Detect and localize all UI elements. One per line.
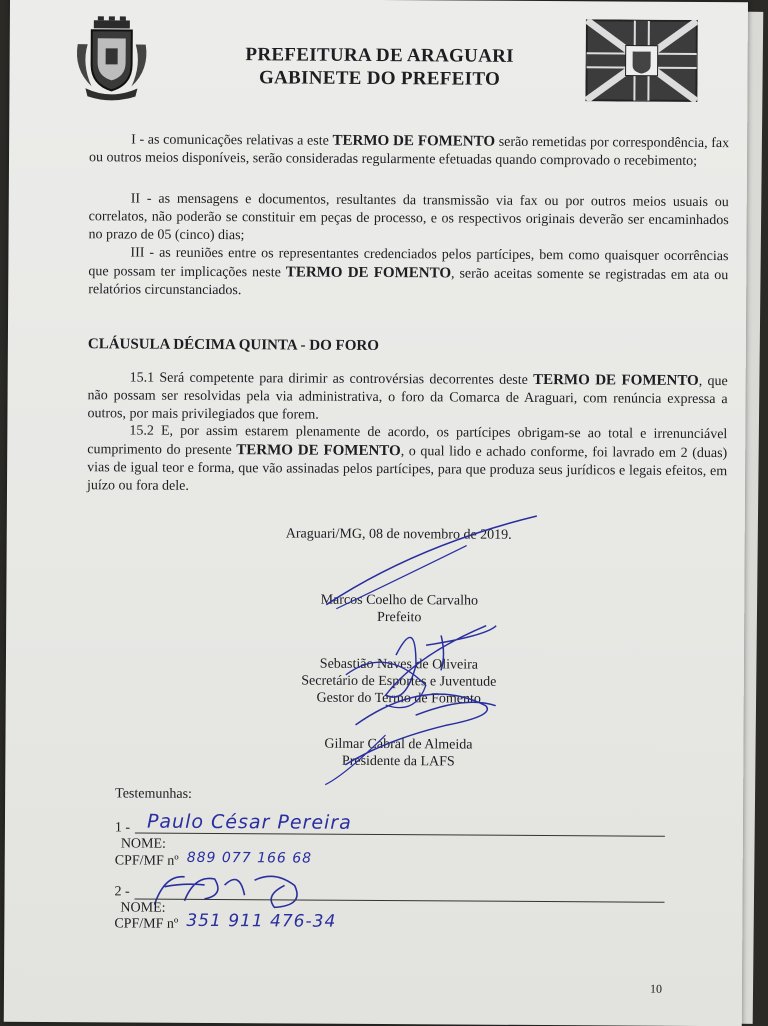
header-title <box>219 43 539 91</box>
p3-term-bold: TERMO DE FOMENTO <box>285 264 452 282</box>
c1-text-a: 15.1 Será competente para dirimir as controvérsias decorrentes deste <box>129 370 534 388</box>
signatory-president-name: Gilmar Cabral de Almeida <box>324 736 473 753</box>
signatory-president-role: Presidente da LAFS <box>341 753 455 770</box>
coat-of-arms-logo <box>71 14 152 102</box>
witness-1-number: 1 - <box>114 820 131 836</box>
witnesses-label: Testemunhas: <box>115 786 192 802</box>
clause-15-2 <box>87 422 727 499</box>
paragraph-meetings <box>88 244 728 303</box>
header-line-2: GABINETE DO PREFEITO <box>258 67 501 90</box>
c2-text-a: 15.2 E, por assim estarem plenamente de acordo, os partícipes obrigam-se ao total e irrenunciável cumprimento do presente <box>87 423 728 459</box>
document-page <box>4 0 748 1026</box>
witness-1-name-label: NOME: <box>120 836 167 852</box>
c1-term-bold: TERMO DE FOMENTO <box>533 371 699 389</box>
witness-2-cpf-label: CPF/MF nº <box>114 916 179 932</box>
p1-term-bold: TERMO DE FOMENTO <box>332 132 496 150</box>
c2-text-b: , o qual lido e achado conforme, foi lavrado em 2 (duas) vias de igual teor e forma, que vão assinadas pelos partícipes, para que produza seus jurídicos e legais efeitos, em juízo ou fora dele. <box>86 444 728 494</box>
signatory-mayor-name: Marcos Coelho de Carvalho <box>320 592 479 609</box>
signatory-mayor <box>219 591 579 627</box>
clause-15-1 <box>87 368 727 427</box>
page-number: 10 <box>649 981 663 996</box>
p3-text-b: , serão aceitas somente se registradas em ata ou relatórios circunstanciados. <box>88 266 729 299</box>
c2-term-bold: TERMO DE FOMENTO <box>236 442 401 460</box>
paragraph-messages <box>89 190 729 248</box>
witness-2-cpf: 351 911 476-34 <box>186 910 337 932</box>
p1-text-b: serão remetidas por correspondência, fax ou outros meios disponíveis, serão consideradas regularmente efetuadas quando comprovado o recebimento; <box>88 134 730 169</box>
witness-2-number: 2 - <box>114 884 130 900</box>
witness-1-cpf-label: CPF/MF nº <box>114 853 179 869</box>
witness-1-line <box>135 833 665 837</box>
signatory-secretary-role: Secretário de Esportes e Juventude <box>301 673 497 690</box>
signatory-secretary-name: Sebastião Naves de Oliveira <box>319 656 479 673</box>
signatory-secretary <box>219 655 579 708</box>
p2-text: II - as mensagens e documentos, resultantes da transmissão via fax ou por outros meios usuais ou correlatos, não poderão se constituir em peças de processo, e os respectivos originais deverão ser encaminhados no prazo de 05 (cinco) dias; <box>88 191 729 244</box>
p1-text-a: I - as comunicações relativas a este <box>131 132 333 149</box>
paragraph-communications <box>89 130 729 171</box>
p3-text-a: III - as reuniões entre os representantes credenciados pelos partícipes, bem como quaisquer ocorrências que possam ter implicações neste <box>88 245 729 281</box>
witness-1-cpf: 889 077 166 68 <box>186 849 313 867</box>
witness-2-signature <box>144 865 324 916</box>
witness-2-line <box>135 899 665 903</box>
witness-2-name-label: NOME: <box>120 900 166 916</box>
header-line-1: PREFEITURA DE ARAGUARI <box>245 44 514 67</box>
signatory-mayor-role: Prefeito <box>377 609 422 626</box>
signatory-secretary-role-2: Gestor do Termo de Fomento <box>316 690 481 707</box>
c1-text-b: , que não possam ser resolvidas pela via administrativa, o foro da Comarca de Araguari, com renúncia expressa a outros, por mais privilegiados que forem. <box>87 373 728 423</box>
place-date: Araguari/MG, 08 de novembro de 2019. <box>285 526 512 543</box>
signatory-president <box>218 735 578 771</box>
city-flag-logo <box>585 19 697 102</box>
witness-1-handwritten-name: Paulo César Pereira <box>146 810 352 834</box>
clause-title: CLÁUSULA DÉCIMA QUINTA - DO FORO <box>87 336 379 355</box>
